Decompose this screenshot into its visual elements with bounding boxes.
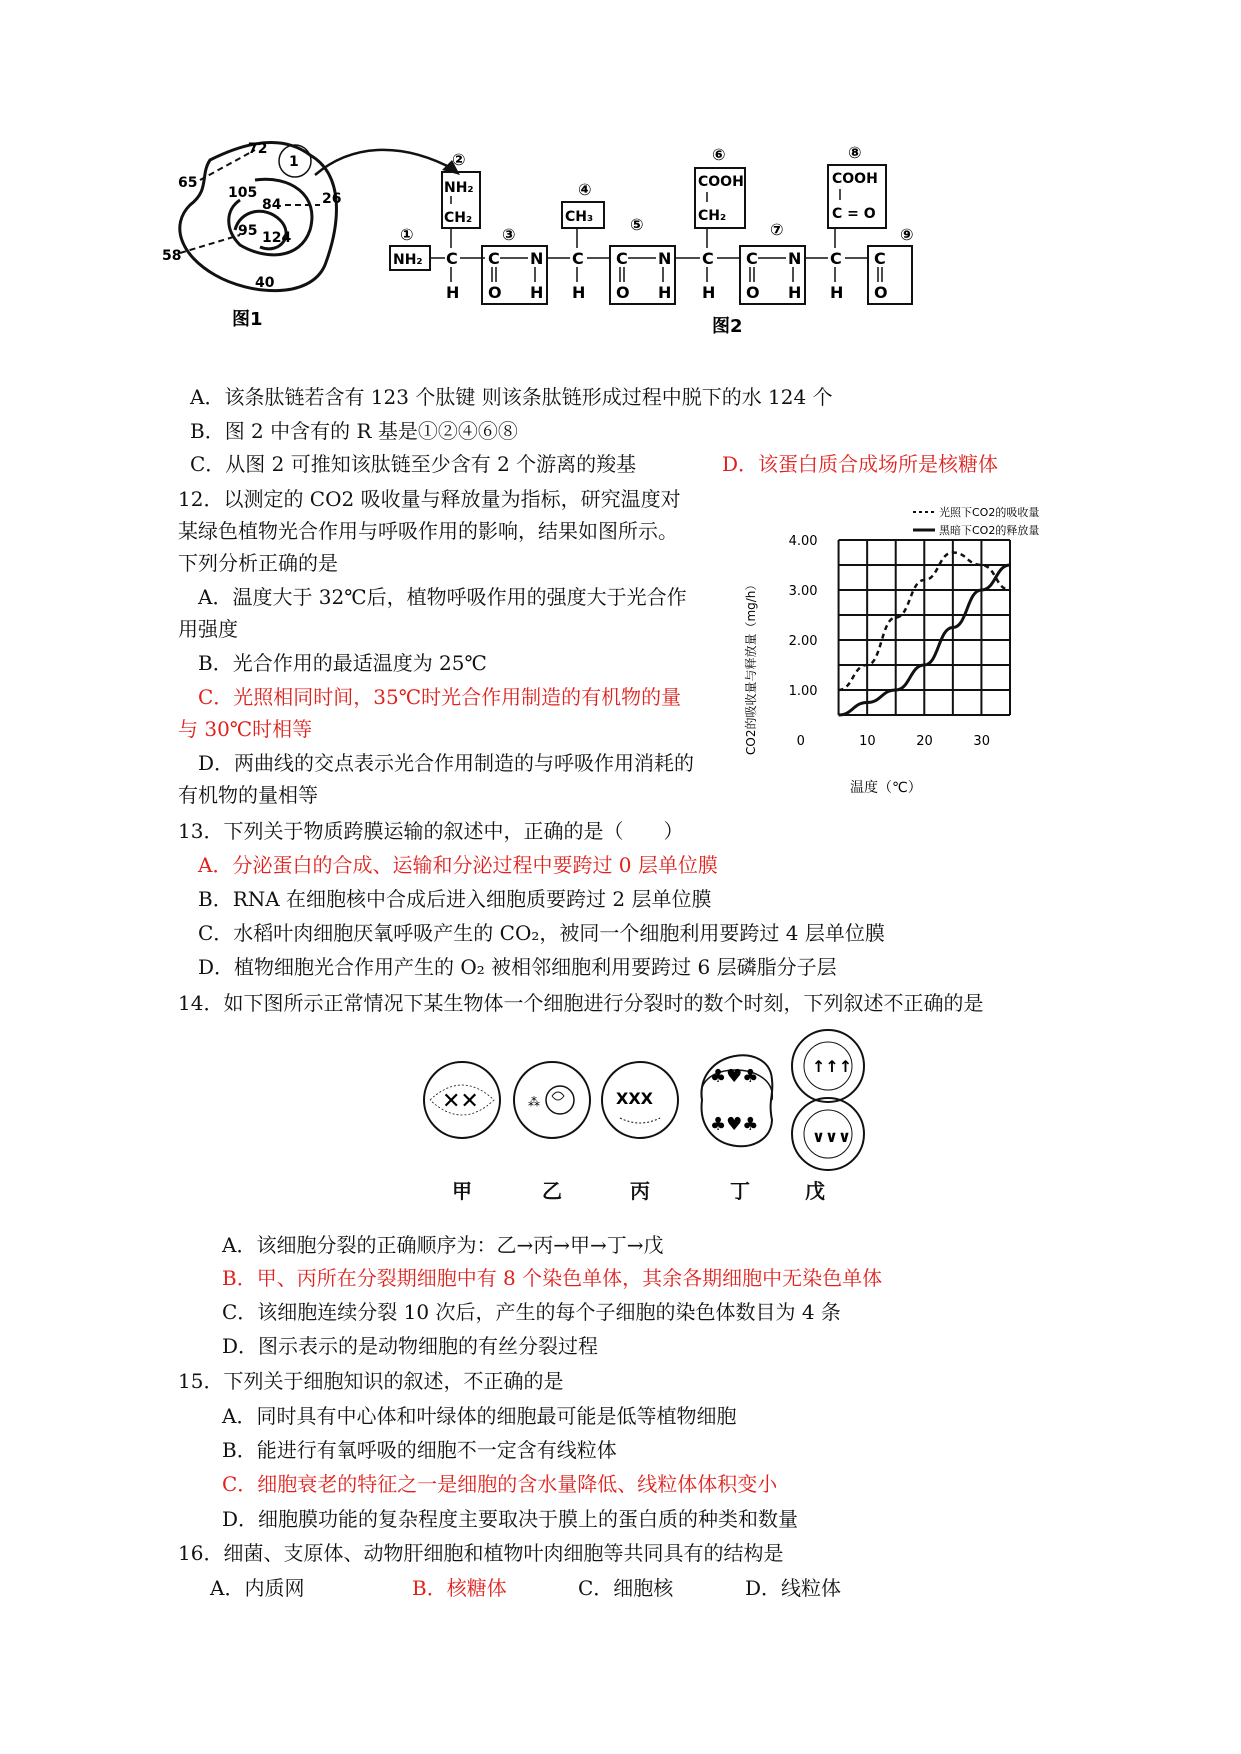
svg-text:H: H	[788, 283, 802, 302]
y-axis-label: CO2的吸收量与释放量（mg/h）	[744, 578, 758, 755]
svg-text:H: H	[658, 283, 672, 302]
y-tick-label: 3.00	[788, 584, 818, 599]
svg-text:N: N	[788, 249, 802, 268]
circle-number: ⑥	[712, 145, 726, 164]
fig1-number: 124	[262, 230, 292, 246]
svg-text:H: H	[830, 283, 844, 302]
legend-entry: 光照下CO2的吸收量	[939, 506, 1040, 519]
svg-text:♣♥♣: ♣♥♣	[710, 1066, 759, 1087]
fig1-number: 58	[162, 248, 182, 264]
fig1-number: 1	[289, 154, 299, 170]
circle-number: ⑤	[630, 215, 644, 234]
circle-number: ④	[578, 180, 592, 199]
q15-stem: 15．下列关于细胞知识的叙述，不正确的是	[178, 1369, 564, 1393]
q14-option-d: D．图示表示的是动物细胞的有丝分裂过程	[222, 1334, 599, 1358]
q12-option-a: 用强度	[178, 617, 238, 641]
temperature-co2-chart	[735, 500, 1065, 800]
chart-legend	[913, 505, 1039, 537]
fig1-number: 95	[238, 223, 258, 239]
svg-text:O: O	[874, 283, 888, 302]
cell-label-yi: 乙	[542, 1179, 562, 1203]
y-tick-label: 1.00	[788, 684, 818, 699]
q16-option-d: D．线粒体	[745, 1576, 842, 1600]
x-axis-label: 温度（℃）	[850, 780, 922, 796]
q12-stem: 12．以测定的 CO2 吸收量与释放量为指标，研究温度对	[178, 487, 681, 511]
q12-stem: 下列分析正确的是	[178, 551, 338, 575]
figure-2-peptide-structure	[393, 140, 1050, 340]
svg-text:CH₂: CH₂	[698, 208, 727, 224]
cell-bing	[602, 1062, 678, 1138]
fig1-label: 图1	[232, 309, 263, 330]
q14-option-a: A．该细胞分裂的正确顺序为：乙→丙→甲→丁→戊	[222, 1233, 664, 1257]
svg-text:C: C	[702, 249, 714, 268]
svg-text:C: C	[572, 249, 584, 268]
q16-option-c: C．细胞核	[578, 1576, 674, 1600]
x-tick-label: 20	[916, 734, 933, 749]
svg-text:C = O: C = O	[832, 206, 876, 222]
x-tick-label: 30	[973, 734, 990, 749]
q15-option-c: C．细胞衰老的特征之一是细胞的含水量降低、线粒体体积变小	[222, 1472, 778, 1496]
svg-text:COOH: COOH	[698, 174, 744, 190]
svg-text:C: C	[488, 249, 500, 268]
q12-option-d: D．两曲线的交点表示光合作用制造的与呼吸作用消耗的	[198, 751, 695, 775]
q12-option-d: 有机物的量相等	[178, 783, 318, 807]
cell-label-ding: 丁	[730, 1179, 750, 1203]
svg-text:O: O	[616, 283, 630, 302]
q15-option-d: D．细胞膜功能的复杂程度主要取决于膜上的蛋白质的种类和数量	[222, 1507, 799, 1531]
svg-text:O: O	[488, 283, 502, 302]
svg-text:CH₃: CH₃	[565, 209, 594, 225]
q15-option-b: B．能进行有氧呼吸的细胞不一定含有线粒体	[222, 1438, 617, 1462]
svg-text:C: C	[830, 249, 842, 268]
svg-text:∨∨∨: ∨∨∨	[812, 1127, 851, 1146]
svg-text:NH₂: NH₂	[444, 180, 474, 196]
svg-text:✕✕: ✕✕	[442, 1089, 479, 1114]
q13-option-b: B．RNA 在细胞核中合成后进入细胞质要跨过 2 层单位膜	[198, 887, 712, 911]
q14-option-c: C．该细胞连续分裂 10 次后，产生的每个子细胞的染色体数目为 4 条	[222, 1300, 841, 1324]
svg-text:O: O	[746, 283, 760, 302]
q13-option-a: A．分泌蛋白的合成、运输和分泌过程中要跨过 0 层单位膜	[198, 853, 718, 877]
cell-yi	[514, 1062, 590, 1138]
svg-text:H: H	[702, 283, 716, 302]
svg-text:C: C	[874, 249, 886, 268]
svg-text:C: C	[746, 249, 758, 268]
circle-number: ②	[452, 150, 466, 169]
svg-text:COOH: COOH	[832, 171, 878, 187]
fig1-number: 84	[262, 197, 282, 213]
q16-option-a: A．内质网	[210, 1576, 305, 1600]
q12-option-b: B．光合作用的最适温度为 25℃	[198, 651, 487, 675]
y-tick-label: 2.00	[788, 634, 818, 649]
q12-stem: 某绿色植物光合作用与呼吸作用的影响，结果如图所示。	[178, 519, 678, 543]
svg-text:H: H	[446, 283, 460, 302]
y-tick-label: 4.00	[788, 534, 818, 549]
cell-ding	[701, 1055, 772, 1146]
cell-wu	[792, 1030, 864, 1170]
circle-number: ③	[502, 225, 516, 244]
q11-option-d: D．该蛋白质合成场所是核糖体	[722, 452, 999, 476]
q16-stem: 16．细菌、支原体、动物肝细胞和植物叶肉细胞等共同具有的结构是	[178, 1541, 784, 1565]
svg-text:⁂: ⁂	[528, 1095, 540, 1109]
svg-text:H: H	[572, 283, 586, 302]
disulfide-bond	[180, 235, 240, 253]
legend-entry: 黑暗下CO2的释放量	[939, 524, 1040, 537]
cell-label-bing: 丙	[630, 1179, 650, 1203]
svg-text:NH₂: NH₂	[393, 252, 423, 268]
circle-number: ⑨	[900, 225, 914, 244]
fig1-number: 65	[178, 175, 198, 191]
q13-option-d: D．植物细胞光合作用产生的 O₂ 被相邻细胞利用要跨过 6 层磷脂分子层	[198, 955, 837, 979]
q13-stem: 13．下列关于物质跨膜运输的叙述中，正确的是（ ）	[178, 819, 684, 843]
cell-label-wu: 戊	[805, 1179, 825, 1203]
q11-option-b: B．图 2 中含有的 R 基是①②④⑥⑧	[190, 419, 518, 443]
x-tick-label: 10	[859, 734, 876, 749]
circle-number: ⑦	[770, 220, 784, 239]
svg-text:XXX: XXX	[616, 1089, 654, 1108]
q11-option-c: C．从图 2 可推知该肽链至少含有 2 个游离的羧基	[190, 452, 637, 476]
q15-option-a: A．同时具有中心体和叶绿体的细胞最可能是低等植物细胞	[222, 1404, 737, 1428]
svg-text:C: C	[446, 249, 458, 268]
cell-jia	[424, 1062, 500, 1138]
fig2-label: 图2	[712, 316, 743, 337]
svg-text:H: H	[530, 283, 544, 302]
cell-division-figures	[420, 1030, 870, 1170]
circle-number: ⑧	[848, 143, 862, 162]
q12-option-c: C．光照相同时间，35℃时光合作用制造的有机物的量	[198, 685, 682, 709]
x-tick-label: 0	[796, 734, 805, 749]
q14-option-b: B．甲、丙所在分裂期细胞中有 8 个染色单体，其余各期细胞中无染色单体	[222, 1266, 883, 1290]
q12-option-a: A．温度大于 32℃后，植物呼吸作用的强度大于光合作	[198, 585, 687, 609]
fig1-number: 26	[322, 191, 342, 207]
svg-text:↑↑↑: ↑↑↑	[812, 1057, 853, 1076]
q11-option-a: A．该条肽链若含有 123 个肽键 则该条肽链形成过程中脱下的水 124 个	[190, 385, 833, 409]
svg-text:N: N	[530, 249, 544, 268]
svg-text:♣♥♣: ♣♥♣	[710, 1114, 759, 1135]
circle-number: ①	[400, 225, 414, 244]
q14-stem: 14．如下图所示正常情况下某生物体一个细胞进行分裂时的数个时刻，下列叙述不正确的是	[178, 991, 984, 1015]
fig1-number: 105	[228, 185, 258, 201]
q16-option-b: B．核糖体	[412, 1576, 507, 1600]
fig1-number: 40	[255, 275, 275, 291]
fig1-number: 72	[248, 141, 268, 157]
q12-option-c: 与 30℃时相等	[178, 717, 313, 741]
q13-option-c: C．水稻叶肉细胞厌氧呼吸产生的 CO₂，被同一个细胞利用要跨过 4 层单位膜	[198, 921, 885, 945]
cell-label-jia: 甲	[452, 1179, 472, 1203]
svg-text:C: C	[616, 249, 628, 268]
svg-text:CH₂: CH₂	[444, 210, 473, 226]
svg-text:N: N	[658, 249, 672, 268]
